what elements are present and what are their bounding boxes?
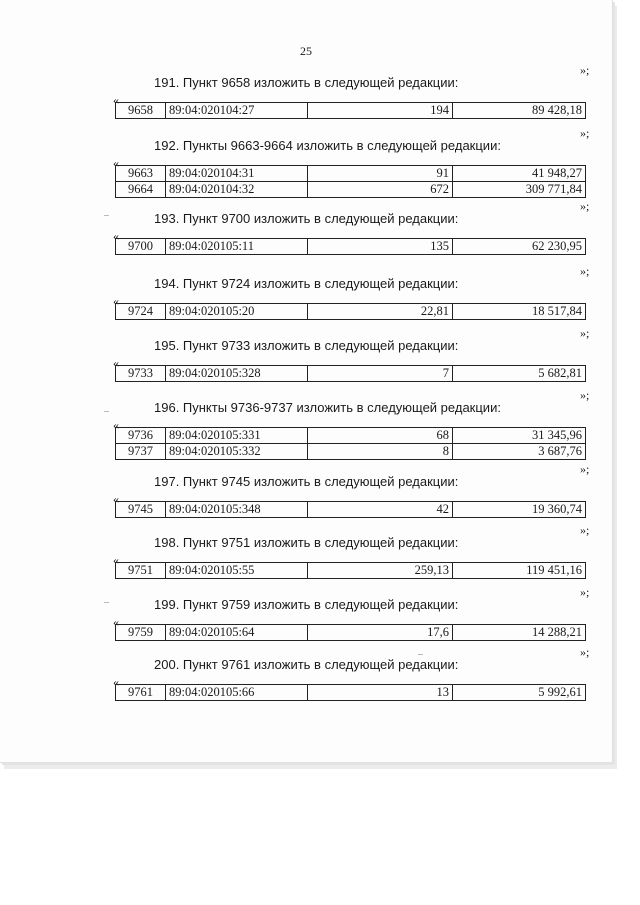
table-row (116, 182, 586, 198)
amendment-item (0, 63, 612, 133)
amendment-heading: 198. Пункт 9751 изложить в следующей редакции: (154, 535, 459, 550)
cadastral-number-cell: 89:04:020105:20 (166, 304, 308, 320)
amendment-item (0, 126, 612, 196)
property-table (115, 501, 586, 518)
value-cell: 62 230,95 (453, 239, 586, 255)
cadastral-number-cell: 89:04:020104:32 (166, 182, 308, 198)
amendment-item (0, 523, 612, 593)
amendment-heading: 195. Пункт 9733 изложить в следующей редакции: (154, 338, 459, 353)
page-number: 25 (300, 44, 312, 58)
amendment-item (0, 199, 612, 269)
opening-quote: « (113, 418, 119, 432)
cadastral-number-cell: 89:04:020104:27 (166, 103, 308, 119)
property-table (115, 303, 586, 320)
table-row (116, 304, 586, 320)
amendment-heading: 193. Пункт 9700 изложить в следующей редакции: (154, 211, 459, 226)
table-row (116, 366, 586, 382)
value-cell: 19 360,74 (453, 502, 586, 518)
point-number-cell: 9759 (116, 625, 166, 641)
closing-quote: »; (580, 523, 590, 537)
closing-quote: »; (580, 199, 590, 213)
table-row (116, 166, 586, 182)
cadastral-number-cell: 89:04:020105:332 (166, 444, 308, 460)
table-row (116, 444, 586, 460)
table-row (116, 502, 586, 518)
amendment-heading: 194. Пункт 9724 изложить в следующей редакции: (154, 276, 459, 291)
point-number-cell: 9724 (116, 304, 166, 320)
value-cell: 119 451,16 (453, 563, 586, 579)
cadastral-number-cell: 89:04:020105:64 (166, 625, 308, 641)
cadastral-number-cell: 89:04:020105:55 (166, 563, 308, 579)
area-cell: 42 (308, 502, 453, 518)
scan-speck (104, 602, 109, 603)
area-cell: 194 (308, 103, 453, 119)
closing-quote: »; (580, 462, 590, 476)
scan-speck (418, 654, 423, 655)
opening-quote: « (113, 615, 119, 629)
property-table (115, 562, 586, 579)
opening-quote: « (113, 294, 119, 308)
cadastral-number-cell: 89:04:020105:11 (166, 239, 308, 255)
property-table (115, 427, 586, 460)
value-cell: 31 345,96 (453, 428, 586, 444)
area-cell: 91 (308, 166, 453, 182)
cadastral-number-cell: 89:04:020104:31 (166, 166, 308, 182)
area-cell: 8 (308, 444, 453, 460)
value-cell: 18 517,84 (453, 304, 586, 320)
point-number-cell: 9700 (116, 239, 166, 255)
point-number-cell: 9733 (116, 366, 166, 382)
closing-quote: »; (580, 645, 590, 659)
opening-quote: « (113, 492, 119, 506)
property-table (115, 102, 586, 119)
amendment-heading: 197. Пункт 9745 изложить в следующей редакции: (154, 474, 459, 489)
table-row (116, 563, 586, 579)
property-table (115, 624, 586, 641)
point-number-cell: 9751 (116, 563, 166, 579)
area-cell: 672 (308, 182, 453, 198)
area-cell: 22,81 (308, 304, 453, 320)
amendment-heading: 196. Пункты 9736-9737 изложить в следующей редакции: (154, 400, 501, 415)
point-number-cell: 9761 (116, 685, 166, 701)
area-cell: 135 (308, 239, 453, 255)
table-row (116, 428, 586, 444)
value-cell: 5 992,61 (453, 685, 586, 701)
value-cell: 89 428,18 (453, 103, 586, 119)
amendment-item (0, 264, 612, 334)
closing-quote: »; (580, 326, 590, 340)
closing-quote: »; (580, 388, 590, 402)
amendment-item (0, 326, 612, 396)
amendment-heading: 192. Пункты 9663-9664 изложить в следующей редакции: (154, 138, 501, 153)
table-row (116, 239, 586, 255)
point-number-cell: 9664 (116, 182, 166, 198)
area-cell: 259,13 (308, 563, 453, 579)
opening-quote: « (113, 675, 119, 689)
amendment-heading: 199. Пункт 9759 изложить в следующей редакции: (154, 597, 459, 612)
area-cell: 13 (308, 685, 453, 701)
value-cell: 309 771,84 (453, 182, 586, 198)
cadastral-number-cell: 89:04:020105:348 (166, 502, 308, 518)
table-row (116, 685, 586, 701)
value-cell: 14 288,21 (453, 625, 586, 641)
property-table (115, 684, 586, 701)
point-number-cell: 9736 (116, 428, 166, 444)
area-cell: 68 (308, 428, 453, 444)
amendment-item (0, 388, 612, 458)
closing-quote: »; (580, 126, 590, 140)
closing-quote: »; (580, 63, 590, 77)
area-cell: 7 (308, 366, 453, 382)
opening-quote: « (113, 156, 119, 170)
opening-quote: « (113, 93, 119, 107)
scan-speck (104, 215, 109, 216)
cadastral-number-cell: 89:04:020105:328 (166, 366, 308, 382)
value-cell: 41 948,27 (453, 166, 586, 182)
point-number-cell: 9663 (116, 166, 166, 182)
point-number-cell: 9658 (116, 103, 166, 119)
amendment-item (0, 645, 612, 715)
property-table (115, 165, 586, 198)
area-cell: 17,6 (308, 625, 453, 641)
cadastral-number-cell: 89:04:020105:66 (166, 685, 308, 701)
opening-quote: « (113, 229, 119, 243)
amendment-heading: 200. Пункт 9761 изложить в следующей редакции: (154, 657, 459, 672)
scan-speck (104, 411, 109, 412)
property-table (115, 238, 586, 255)
closing-quote: »; (580, 264, 590, 278)
property-table (115, 365, 586, 382)
value-cell: 5 682,81 (453, 366, 586, 382)
opening-quote: « (113, 356, 119, 370)
opening-quote: « (113, 553, 119, 567)
point-number-cell: 9745 (116, 502, 166, 518)
closing-quote: »; (580, 585, 590, 599)
table-row (116, 625, 586, 641)
amendment-heading: 191. Пункт 9658 изложить в следующей редакции: (154, 75, 459, 90)
table-row (116, 103, 586, 119)
point-number-cell: 9737 (116, 444, 166, 460)
value-cell: 3 687,76 (453, 444, 586, 460)
cadastral-number-cell: 89:04:020105:331 (166, 428, 308, 444)
amendment-item (0, 462, 612, 532)
